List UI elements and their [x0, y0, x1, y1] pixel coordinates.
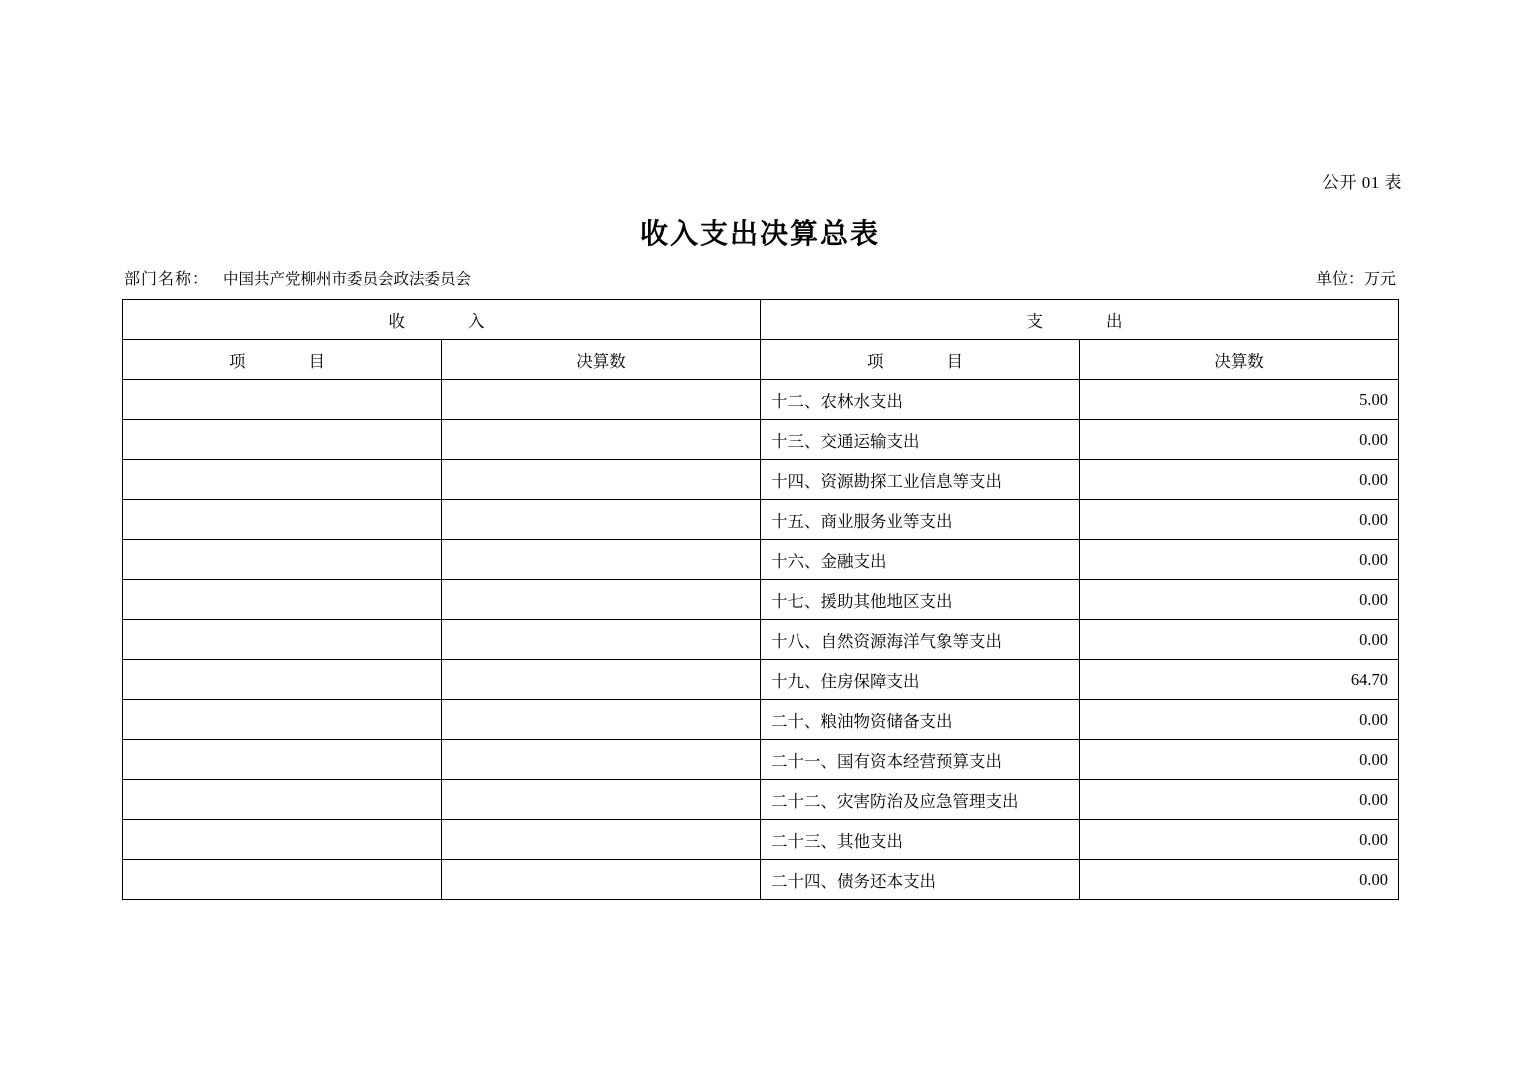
- table-row: [123, 860, 1399, 900]
- cell-income-amount: [442, 820, 761, 860]
- table-row: [123, 460, 1399, 500]
- cell-expenditure-amount: 0.00: [1080, 420, 1399, 460]
- table-body: [123, 300, 1399, 900]
- cell-expenditure-amount: 5.00: [1080, 380, 1399, 420]
- column-header-expenditure-amount: 决算数: [1080, 340, 1399, 380]
- column-header-income-amount: 决算数: [442, 340, 761, 380]
- table-row: [123, 540, 1399, 580]
- table-row: [123, 740, 1399, 780]
- cell-expenditure-item: 二十一、国有资本经营预算支出: [761, 740, 1080, 780]
- table-row: [123, 420, 1399, 460]
- cell-income-amount: [442, 420, 761, 460]
- cell-expenditure-amount: 0.00: [1080, 780, 1399, 820]
- document-meta: [124, 266, 1396, 290]
- cell-income-item: [123, 700, 442, 740]
- budget-table: [122, 299, 1399, 900]
- cell-expenditure-amount: 0.00: [1080, 740, 1399, 780]
- cell-expenditure-amount: 0.00: [1080, 820, 1399, 860]
- cell-income-amount: [442, 860, 761, 900]
- page-title: 收入支出决算总表: [639, 219, 880, 250]
- cell-income-item: [123, 420, 442, 460]
- cell-expenditure-item: 二十四、债务还本支出: [761, 860, 1080, 900]
- cell-expenditure-amount: 0.00: [1080, 580, 1399, 620]
- cell-income-item: [123, 460, 442, 500]
- department-label: 部门名称：: [124, 271, 210, 288]
- cell-expenditure-amount: 64.70: [1080, 660, 1399, 700]
- cell-expenditure-amount: 0.00: [1080, 500, 1399, 540]
- table-row: [123, 820, 1399, 860]
- group-header-expenditure: 支 出: [761, 300, 1399, 340]
- cell-income-amount: [442, 780, 761, 820]
- cell-income-item: [123, 580, 442, 620]
- cell-expenditure-item: 十八、自然资源海洋气象等支出: [761, 620, 1080, 660]
- cell-expenditure-item: 二十二、灾害防治及应急管理支出: [761, 780, 1080, 820]
- cell-income-amount: [442, 380, 761, 420]
- table-row: [123, 700, 1399, 740]
- cell-expenditure-item: 二十、粮油物资储备支出: [761, 700, 1080, 740]
- form-code: 公开 01 表: [1322, 173, 1402, 192]
- cell-income-amount: [442, 620, 761, 660]
- column-header-income-item: 项 目: [123, 340, 442, 380]
- cell-income-amount: [442, 540, 761, 580]
- cell-income-amount: [442, 740, 761, 780]
- cell-income-item: [123, 500, 442, 540]
- unit-note: 单位：万元: [1315, 271, 1396, 288]
- cell-income-item: [123, 380, 442, 420]
- table-group-header-row: [123, 300, 1399, 340]
- cell-expenditure-item: 十九、住房保障支出: [761, 660, 1080, 700]
- table-row: [123, 660, 1399, 700]
- cell-expenditure-item: 十四、资源勘探工业信息等支出: [761, 460, 1080, 500]
- cell-expenditure-item: 十六、金融支出: [761, 540, 1080, 580]
- table-row: [123, 780, 1399, 820]
- department-info: [124, 266, 471, 289]
- department-value: 中国共产党柳州市委员会政法委员会: [223, 271, 472, 288]
- table-row: [123, 580, 1399, 620]
- cell-income-item: [123, 860, 442, 900]
- cell-expenditure-item: 二十三、其他支出: [761, 820, 1080, 860]
- cell-expenditure-item: 十三、交通运输支出: [761, 420, 1080, 460]
- cell-expenditure-amount: 0.00: [1080, 620, 1399, 660]
- cell-expenditure-amount: 0.00: [1080, 540, 1399, 580]
- cell-expenditure-amount: 0.00: [1080, 860, 1399, 900]
- cell-income-item: [123, 620, 442, 660]
- table-row: [123, 500, 1399, 540]
- column-header-expenditure-item: 项 目: [761, 340, 1080, 380]
- group-header-income: 收 入: [123, 300, 761, 340]
- cell-income-item: [123, 780, 442, 820]
- table-row: [123, 620, 1399, 660]
- cell-income-item: [123, 820, 442, 860]
- cell-expenditure-amount: 0.00: [1080, 460, 1399, 500]
- table-column-header-row: [123, 340, 1399, 380]
- table-row: [123, 380, 1399, 420]
- cell-income-item: [123, 660, 442, 700]
- cell-income-item: [123, 740, 442, 780]
- cell-income-amount: [442, 660, 761, 700]
- cell-expenditure-item: 十七、援助其他地区支出: [761, 580, 1080, 620]
- cell-income-amount: [442, 580, 761, 620]
- cell-expenditure-amount: 0.00: [1080, 700, 1399, 740]
- cell-expenditure-item: 十二、农林水支出: [761, 380, 1080, 420]
- cell-income-amount: [442, 500, 761, 540]
- cell-income-item: [123, 540, 442, 580]
- cell-expenditure-item: 十五、商业服务业等支出: [761, 500, 1080, 540]
- cell-income-amount: [442, 700, 761, 740]
- cell-income-amount: [442, 460, 761, 500]
